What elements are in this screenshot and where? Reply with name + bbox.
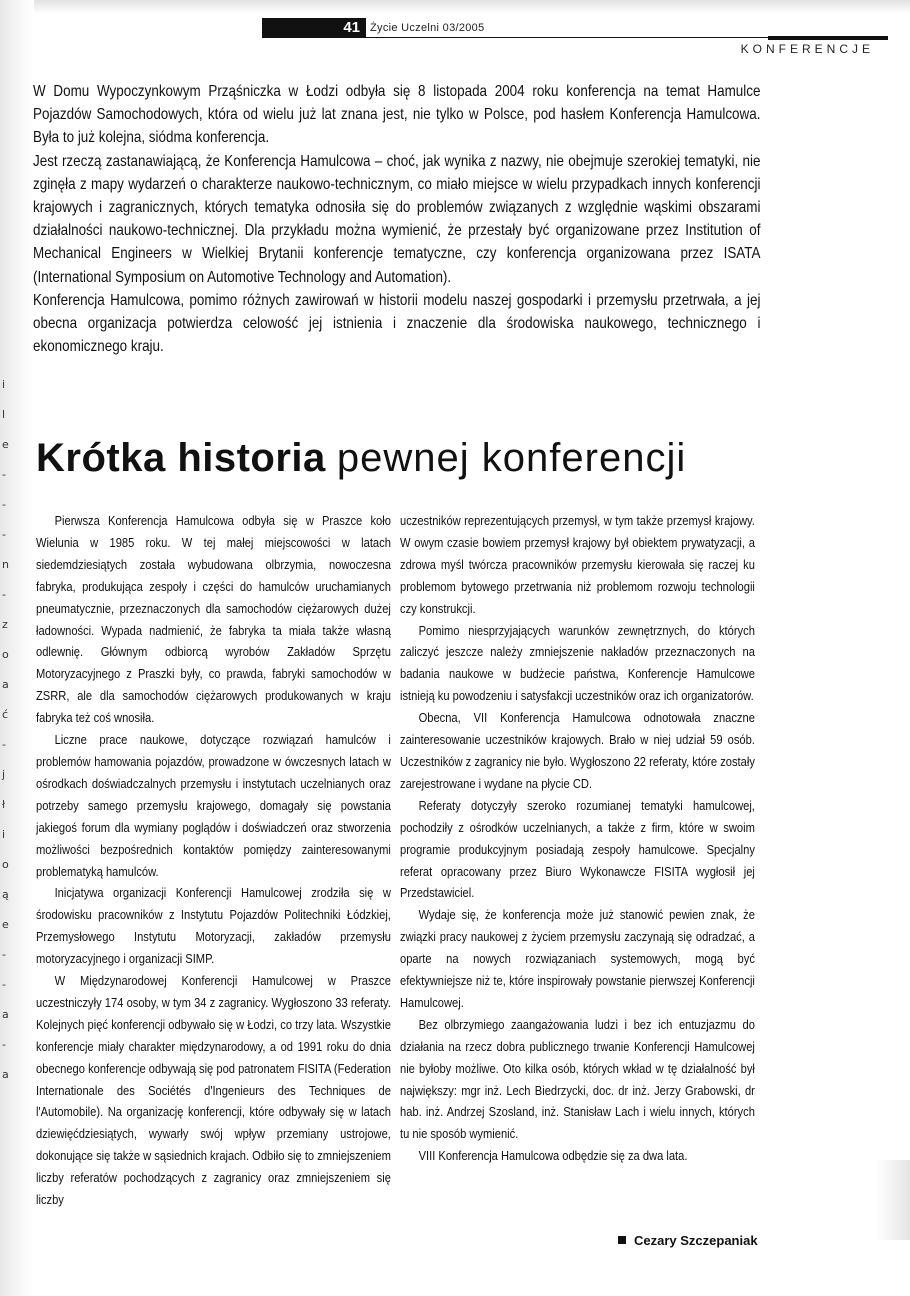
page-header <box>262 18 485 37</box>
margin-mark: a <box>2 1068 9 1081</box>
author-name: Cezary Szczepaniak <box>634 1233 758 1248</box>
margin-mark: l <box>2 408 6 421</box>
margin-mark: - <box>2 498 6 511</box>
body-paragraph: W Międzynarodowej Konferencji Hamulcowej w Praszce uczestniczyły 174 osoby, w tym 34 z zagranicy. Wygłoszono 33 referaty. Kolejnych pięć konferencji odbywało się w Łodzi, co trzy lata. Wszystkie konferencje miały charakter międzynarodowy, a od 1991 roku do dnia obecnego konferencje odbywają się pod patronatem FISITA (Federation Internationale des Sociétés d'Ingenieurs des Techniques de l'Automobile). Na organizację konferencji, które odbywały się w latach dziewięćdziesiątych, wywarły swój wpływ przemiany ustrojowe, dokonujące się także w sąsiednich krajach. Odbiło się to zmniejszeniem liczby referatów pochodzących z zagranicy oraz zmniejszeniem się liczby <box>36 973 391 1208</box>
article-title <box>36 436 686 480</box>
margin-mark: n <box>2 558 9 571</box>
margin-mark: z <box>2 618 8 631</box>
title-bold: Krótka historia <box>36 436 326 480</box>
margin-mark: ą <box>2 888 9 901</box>
body-paragraph: Pomimo niesprzyjających warunków zewnętrznych, do których zaliczyć jeszcze należy zmniejszenie nakładów przeznaczonych na badania naukowe w budżecie państwa, Konferencje Hamulcowe istnieją ku powodzeniu i satysfakcji uczestników oraz ich organizatorów. <box>400 622 755 704</box>
margin-mark: i <box>2 828 6 841</box>
right-column <box>400 510 755 1167</box>
body-paragraph: Bez olbrzymiego zaangażowania ludzi i bez ich entuzjazmu do działania na rzecz dobra publicznego trwanie Konferencji Hamulcowej nie byłoby możliwe. Oto kilka osób, których wkład w tę działalność był największy: mgr inż. Lech Biedrzycki, doc. dr inż. Jerzy Grabowski, dr hab. inż. Andrzej Szosland, inż. Stanisław Lach i wielu innych, których tu nie sposób wymienić. <box>400 1016 755 1142</box>
margin-mark: ć <box>2 708 9 721</box>
intro-paragraph: Konferencja Hamulcowa, pomimo różnych zawirowań w historii modelu naszej gospodarki i przemysłu przetrwała, a jej obecna organizacja potwierdza celowość jej istnienia i znaczenie dla środowiska naukowego, technicznego i ekonomicznego kraju. <box>33 291 761 356</box>
margin-mark: ł <box>2 798 6 811</box>
scan-shadow-top <box>0 0 910 14</box>
margin-mark: j <box>2 768 6 781</box>
title-light: pewnej konferencji <box>336 436 687 480</box>
author-signature <box>618 1233 758 1248</box>
scan-shadow-right <box>876 1160 910 1240</box>
intro-text <box>33 80 760 358</box>
intro-paragraph: W Domu Wypoczynkowym Prząśniczka w Łodzi odbyła się 8 listopada 2004 roku konferencja na temat Hamulce Pojazdów Samochodowych, która od wielu już lat znana jest, nie tylko w Polsce, pod hasłem Konferencja Hamulcowa. Była to już kolejna, siódma konferencja. <box>33 83 761 147</box>
margin-mark: - <box>2 468 6 481</box>
body-paragraph: Inicjatywa organizacji Konferencji Hamulcowej zrodziła się w środowisku pracowników z Instytutu Pojazdów Politechniki Łódzkiej, Przemysłowego Instytutu Motoryzacji, zakładów przemysłu motoryzacyjnego i organizacji SIMP. <box>36 885 391 967</box>
body-paragraph: Liczne prace naukowe, dotyczące rozwiązań hamulców i problemów hamowania pojazdów, prowadzone w ówczesnych latach w ośrodkach doświadczalnych przemysłu i instytutach uczelnianych oraz potrzeby samego przemysłu krajowego, domagały się powstania jakiegoś forum dla wymiany poglądów i doświadczeń oraz stworzenia możliwości bezpośrednich kontaktów pomiędzy zainteresowanymi problematyką hamulców. <box>36 732 391 879</box>
journal-name: Życie Uczelni 03/2005 <box>370 21 485 34</box>
body-paragraph: Obecna, VII Konferencja Hamulcowa odnotowała znaczne zainteresowanie uczestników krajowych. Brało w niej udział 59 osób. Uczestników z zagranicy nie było. Wygłoszono 22 referaty, które zostały zarejestrowane i wydane na płycie CD. <box>400 710 755 791</box>
margin-mark: o <box>2 858 9 871</box>
square-bullet-icon <box>618 1236 626 1244</box>
intro-paragraph: Jest rzeczą zastanawiającą, że Konferencja Hamulcowa – choć, jak wynika z nazwy, nie obejmuje szerokiej tematyki, nie zginęła z mapy wydarzeń o charakterze naukowo-technicznym, co miało miejsce w wielu przypadkach innych konferencji krajowych i zagranicznych, których tematyka odnosiła się do problemów związanych z względnie wąskimi obszarami działalności naukowo-technicznej. Dla przykładu można wymienić, że przestały być organizowane przez Institution of Mechanical Engineers w Wielkiej Brytanii konferencje tematyczne, czy konferencja organizowana przez ISATA (International Symposium on Automotive Technology and Automation). <box>33 152 761 286</box>
margin-mark: e <box>2 918 9 931</box>
margin-mark: - <box>2 588 6 601</box>
body-paragraph: Pierwsza Konferencja Hamulcowa odbyła się w Praszce koło Wielunia w 1985 roku. W tej małej miejscowości w latach siedemdziesiątych została wybudowana olbrzymia, nowoczesna fabryka, produkująca zespoły i części do hamulców uruchamianych pneumatycznie, przeznaczonych dla samochodów ciężarowych dużej ładowności. Wypada nadmienić, że fabryka ta miała także własną odlewnię. Głównym odbiorcą wyrobów Zakładów Sprzętu Motoryzacyjnego z Praszki były, co prawda, fabryki samochodów w ZSRR, ale dla samochodów ciężarowych produkowanych w kraju fabryka też coś wnosiła. <box>36 513 391 726</box>
margin-mark: - <box>2 978 6 991</box>
body-paragraph: Wydaje się, że konferencja może już stanowić pewien znak, że związki pracy naukowej z życiem przemysłu zaczynają się odradzać, a oparte na nowych rozwiązaniach systemowych, mogą być efektywniejsze niż te, które inspirowały powstanie pierwszej Konferencji Hamulcowej. <box>400 907 755 1010</box>
margin-mark: - <box>2 738 6 751</box>
margin-mark: - <box>2 528 6 541</box>
margin-mark: a <box>2 678 9 691</box>
margin-mark: - <box>2 1038 6 1051</box>
page-number: 41 <box>262 18 366 37</box>
margin-mark: o <box>2 648 9 661</box>
left-column <box>36 510 391 1211</box>
left-margin-marks <box>2 370 12 1090</box>
body-paragraph: uczestników reprezentujących przemysł, w tym także przemysł krajowy. W owym czasie bowiem przemysł krajowy był obiektem prywatyzacji, a zdrowa myśl twórcza pracowników przemysłu kierowała się raczej ku problemom bytowego przetrwania niż problemom rozwoju technologii czy konstrukcji. <box>400 513 755 616</box>
body-paragraph: VIII Konferencja Hamulcowa odbędzie się za dwa lata. <box>418 1148 688 1164</box>
margin-mark: e <box>2 438 9 451</box>
header-bar <box>768 36 888 40</box>
body-paragraph: Referaty dotyczyły szeroko rozumianej tematyki hamulcowej, pochodziły z ośrodków uczelnianych, a także z firm, które w swoim programie produkcyjnym posiadają zespoły hamulcowe. Specjalny referat opracowany przez Biuro Wykonawcze FISITA wygłosił jej Przedstawiciel. <box>400 797 755 901</box>
margin-mark: i <box>2 378 6 391</box>
margin-mark: a <box>2 1008 9 1021</box>
section-label: KONFERENCJE <box>740 42 874 56</box>
margin-mark: - <box>2 948 6 961</box>
